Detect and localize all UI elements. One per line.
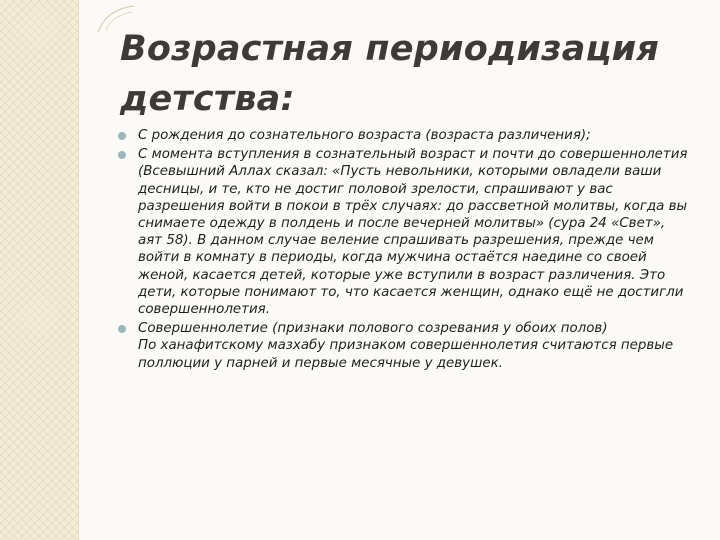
bullet-icon [118,325,126,333]
list-item-text: По ханафитскому мазхабу признаком совершеннолетия считаются первые поллюции у парней и первые месячные у девушек. [138,338,674,371]
list-item [118,127,688,144]
list-item-lead: С момента вступления в сознательный возраст и почти до совершеннолетия [138,147,688,163]
bullet-icon [118,132,126,140]
list-item-text: (Всевышний Аллах сказал: «Пусть невольники, которыми овладели ваши десницы, и те, кто не достиг половой зрелости, спрашивают у вас разрешения войти в покои в трёх случаях: до рассветной молитвы, когда вы снимаете одежду в полдень и после вечерней молитвы» (сура 24 «Свет», аят 58). В данном случае веление спрашивать разрешения, прежде чем войти в комнату в периоды, когда мужчина остаётся наедине со своей женой, касается детей, которые уже вступили в возраст различения. Это дети, которые понимают то, что касается женщин, однако ещё не достигли совершеннолетия. [138,164,688,318]
slide-title: Возрастная периодизация детства: [120,29,660,119]
bullet-icon [118,151,126,159]
list-item [118,320,688,372]
list-item [118,146,688,318]
bullet-list [118,127,688,374]
decorative-side-stripe [0,0,79,540]
list-item-lead: Совершеннолетие (признаки полового созревания у обоих полов) [138,321,608,337]
list-item-text: С рождения до сознательного возраста (возраста различения); [138,128,591,143]
